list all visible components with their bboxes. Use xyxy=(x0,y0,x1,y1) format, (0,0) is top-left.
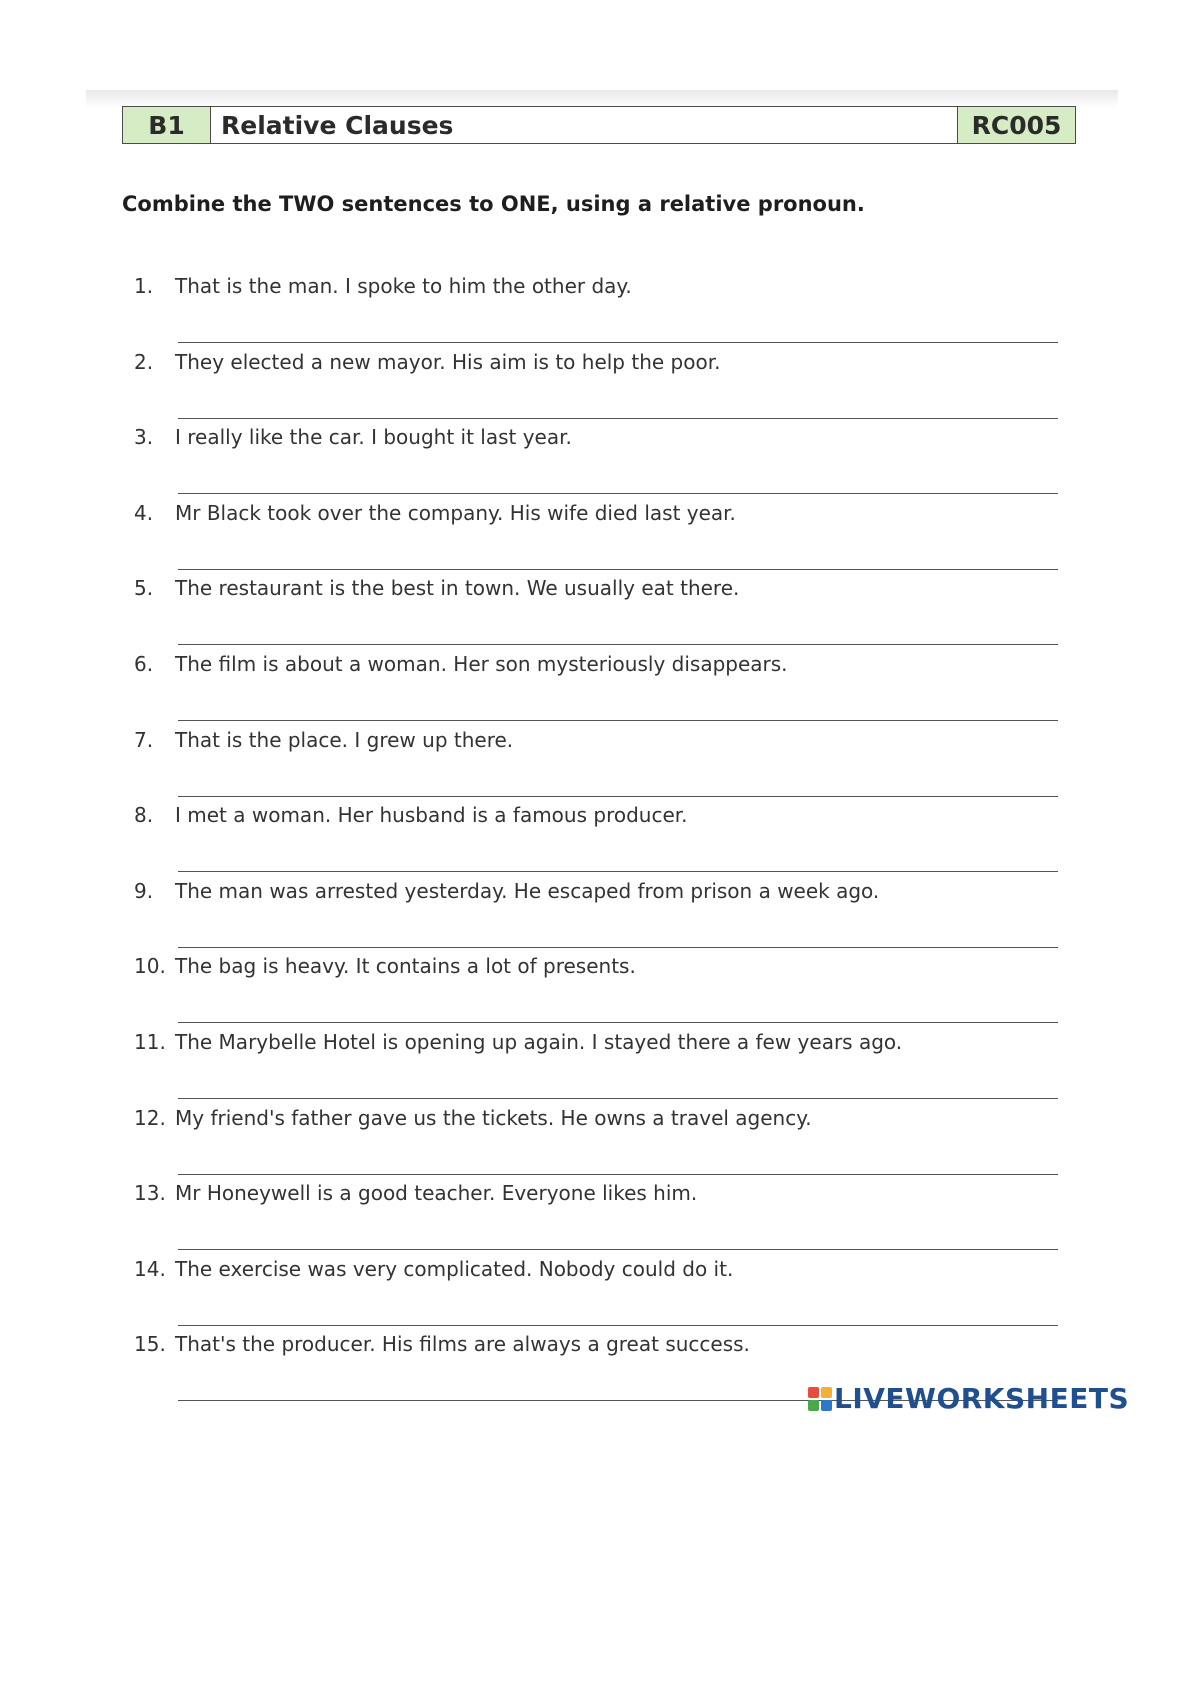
exercise-number: 8. xyxy=(134,803,154,828)
exercise-sentence: The exercise was very complicated. Nobody could do it. xyxy=(175,1256,734,1281)
answer-line[interactable] xyxy=(178,947,1058,948)
exercise-sentence: Mr Honeywell is a good teacher. Everyone likes him. xyxy=(175,1181,698,1206)
answer-line[interactable] xyxy=(178,342,1058,343)
exercise-list xyxy=(0,274,1200,1422)
instructions: Combine the TWO sentences to ONE, using a relative pronoun. xyxy=(122,192,865,216)
answer-line[interactable] xyxy=(178,796,1058,797)
answer-line[interactable] xyxy=(178,1174,1058,1175)
answer-line[interactable] xyxy=(178,569,1058,570)
level-badge: B1 xyxy=(123,107,211,143)
exercise-sentence: I met a woman. Her husband is a famous producer. xyxy=(175,803,688,828)
answer-line[interactable] xyxy=(178,720,1058,721)
exercise-number: 14. xyxy=(134,1256,166,1281)
exercise-number: 15. xyxy=(134,1332,166,1357)
answer-line[interactable] xyxy=(178,1022,1058,1023)
worksheet-code: RC005 xyxy=(957,107,1075,143)
worksheet-header xyxy=(122,106,1076,144)
exercise-number: 12. xyxy=(134,1105,166,1130)
exercise-number: 5. xyxy=(134,576,154,601)
answer-line[interactable] xyxy=(178,644,1058,645)
exercise-number: 7. xyxy=(134,727,154,752)
exercise-number: 10. xyxy=(134,954,166,979)
exercise-number: 6. xyxy=(134,651,154,676)
exercise-number: 2. xyxy=(134,349,154,374)
liveworksheets-logo xyxy=(808,1382,1129,1415)
exercise-sentence: Mr Black took over the company. His wife died last year. xyxy=(175,500,736,525)
exercise-sentence: That is the place. I grew up there. xyxy=(175,727,514,752)
exercise-number: 11. xyxy=(134,1029,166,1054)
answer-line[interactable] xyxy=(178,418,1058,419)
exercise-number: 1. xyxy=(134,274,154,298)
exercise-sentence: That is the man. I spoke to him the other day. xyxy=(175,274,632,298)
exercise-sentence: The bag is heavy. It contains a lot of presents. xyxy=(175,954,636,979)
exercise-number: 4. xyxy=(134,500,154,525)
answer-line[interactable] xyxy=(178,1325,1058,1326)
exercise-sentence: My friend's father gave us the tickets. He owns a travel agency. xyxy=(175,1105,812,1130)
exercise-sentence: They elected a new mayor. His aim is to help the poor. xyxy=(175,349,721,374)
answer-line[interactable] xyxy=(178,493,1058,494)
answer-line[interactable] xyxy=(178,1249,1058,1250)
answer-line[interactable] xyxy=(178,1098,1058,1099)
worksheet-title: Relative Clauses xyxy=(211,107,957,143)
exercise-sentence: The man was arrested yesterday. He escaped from prison a week ago. xyxy=(175,878,880,903)
logo-text: LIVEWORKSHEETS xyxy=(834,1382,1130,1415)
exercise-sentence: That's the producer. His films are always a great success. xyxy=(175,1332,750,1357)
exercise-sentence: The Marybelle Hotel is opening up again. I stayed there a few years ago. xyxy=(175,1029,903,1054)
exercise-sentence: The film is about a woman. Her son mysteriously disappears. xyxy=(175,651,788,676)
exercise-number: 3. xyxy=(134,425,154,450)
exercise-number: 13. xyxy=(134,1181,166,1206)
exercise-sentence: The restaurant is the best in town. We usually eat there. xyxy=(175,576,740,601)
exercise-number: 9. xyxy=(134,878,154,903)
exercise-sentence: I really like the car. I bought it last year. xyxy=(175,425,572,450)
answer-line[interactable] xyxy=(178,871,1058,872)
logo-mark-icon xyxy=(808,1387,832,1411)
